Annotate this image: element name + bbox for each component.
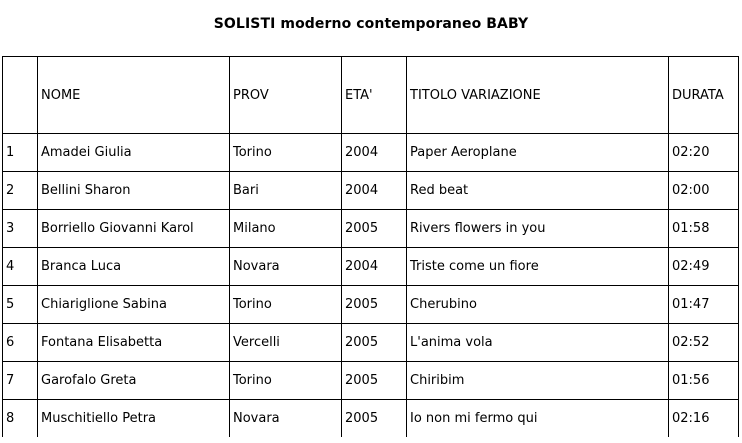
cell-nome: Bellini Sharon [38,172,230,210]
cell-titolo: Red beat [407,172,669,210]
cell-index: 4 [3,248,38,286]
cell-eta: 2004 [342,248,407,286]
cell-titolo: Rivers flowers in you [407,210,669,248]
table-row [3,172,739,210]
table-row [3,400,739,438]
cell-durata: 01:56 [669,362,739,400]
cell-durata: 02:16 [669,400,739,438]
cell-durata: 02:49 [669,248,739,286]
cell-index: 3 [3,210,38,248]
header-eta: ETA' [342,57,407,134]
cell-durata: 02:00 [669,172,739,210]
table-row [3,286,739,324]
cell-index: 5 [3,286,38,324]
cell-index: 6 [3,324,38,362]
cell-titolo: L'anima vola [407,324,669,362]
cell-eta: 2005 [342,362,407,400]
cell-nome: Branca Luca [38,248,230,286]
cell-durata: 01:58 [669,210,739,248]
cell-titolo: Triste come un fiore [407,248,669,286]
header-prov: PROV [230,57,342,134]
cell-titolo: Io non mi fermo qui [407,400,669,438]
cell-prov: Torino [230,134,342,172]
cell-nome: Garofalo Greta [38,362,230,400]
cell-prov: Novara [230,248,342,286]
cell-nome: Borriello Giovanni Karol [38,210,230,248]
cell-prov: Novara [230,400,342,438]
cell-index: 2 [3,172,38,210]
cell-prov: Torino [230,286,342,324]
table-row [3,210,739,248]
cell-eta: 2004 [342,172,407,210]
table-row [3,248,739,286]
cell-prov: Milano [230,210,342,248]
cell-titolo: Cherubino [407,286,669,324]
header-durata: DURATA [669,57,739,134]
cell-durata: 02:20 [669,134,739,172]
cell-eta: 2005 [342,400,407,438]
cell-index: 1 [3,134,38,172]
header-row [3,57,739,134]
cell-nome: Chiariglione Sabina [38,286,230,324]
cell-prov: Bari [230,172,342,210]
header-nome: NOME [38,57,230,134]
table-row [3,324,739,362]
cell-nome: Muschitiello Petra [38,400,230,438]
table-row [3,362,739,400]
cell-titolo: Chiribim [407,362,669,400]
cell-durata: 01:47 [669,286,739,324]
header-titolo: TITOLO VARIAZIONE [407,57,669,134]
cell-prov: Vercelli [230,324,342,362]
cell-nome: Amadei Giulia [38,134,230,172]
table-row [3,134,739,172]
cell-eta: 2005 [342,210,407,248]
cell-durata: 02:52 [669,324,739,362]
results-table [2,56,739,437]
header-index [3,57,38,134]
cell-nome: Fontana Elisabetta [38,324,230,362]
cell-titolo: Paper Aeroplane [407,134,669,172]
cell-index: 7 [3,362,38,400]
page-title: SOLISTI moderno contemporaneo BABY [213,16,529,32]
cell-eta: 2005 [342,324,407,362]
cell-eta: 2004 [342,134,407,172]
cell-index: 8 [3,400,38,438]
cell-prov: Torino [230,362,342,400]
cell-eta: 2005 [342,286,407,324]
